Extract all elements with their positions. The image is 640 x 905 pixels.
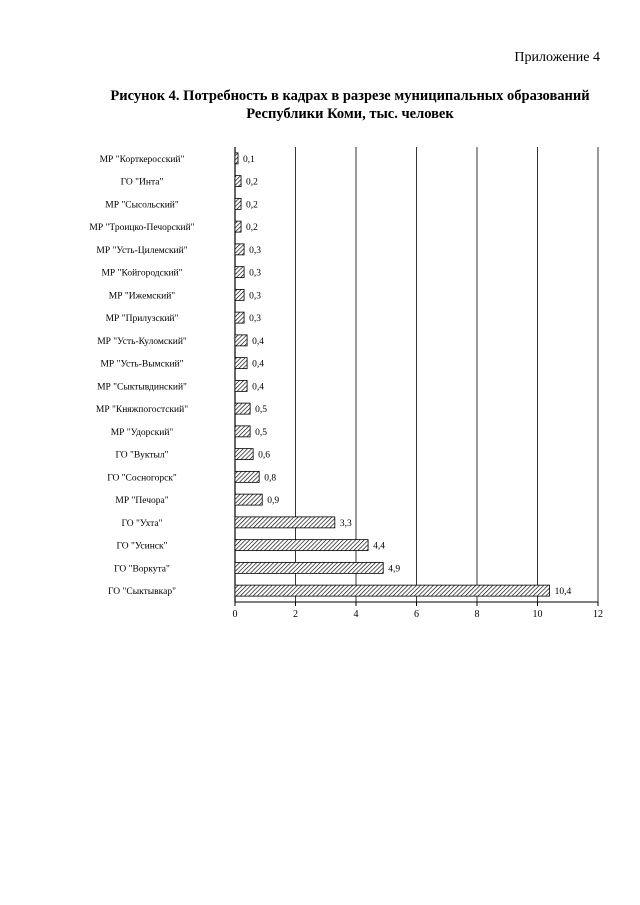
data-label: 0,5	[255, 405, 267, 416]
data-label: 0,3	[249, 245, 261, 256]
category-label: МР "Койгородский"	[101, 268, 183, 279]
bar	[235, 403, 250, 414]
data-label: 0,3	[249, 314, 261, 325]
bar	[235, 198, 241, 209]
data-label: 0,3	[249, 291, 261, 302]
data-label: 0,2	[246, 177, 258, 188]
x-tick-label: 4	[353, 609, 359, 620]
x-tick-label: 2	[293, 609, 298, 620]
data-label: 0,1	[243, 154, 255, 165]
bar	[235, 540, 368, 551]
bar	[235, 517, 335, 528]
bar	[235, 176, 241, 187]
category-label: МР "Усть-Вымский"	[100, 359, 184, 370]
data-label: 0,9	[267, 496, 280, 507]
category-label: МР "Прилузский"	[105, 314, 179, 325]
bar	[235, 471, 259, 482]
value-labels	[243, 155, 571, 597]
category-label: МР "Корткеросский"	[99, 154, 185, 165]
data-label: 0,4	[252, 382, 264, 393]
bar	[235, 267, 244, 278]
bar	[235, 244, 244, 255]
bar	[235, 449, 253, 460]
bars	[235, 153, 550, 596]
chart-title-line-1: Рисунок 4. Потребность в кадрах в разрезе муниципальных образований	[110, 88, 590, 104]
data-label: 3,3	[339, 518, 352, 529]
x-tick-label: 12	[593, 609, 603, 620]
bar	[235, 153, 238, 164]
x-tick-label: 8	[474, 609, 480, 620]
x-tick-label: 10	[532, 609, 543, 620]
category-label: МР "Сыктывдинский"	[97, 382, 187, 393]
category-label: ГО "Сыктывкар"	[108, 587, 176, 598]
category-label: МР "Княжпогостский"	[95, 405, 189, 416]
data-label: 0,3	[249, 268, 261, 279]
bar	[235, 221, 241, 232]
data-label: 0,2	[246, 200, 258, 211]
appendix-label: Приложение 4	[514, 50, 600, 65]
category-label: ГО "Вуктыл"	[115, 450, 169, 461]
bar	[235, 289, 244, 300]
category-label: ГО "Усинск"	[116, 541, 168, 552]
data-label: 4,4	[373, 541, 385, 552]
bar	[235, 426, 250, 437]
bar	[235, 380, 247, 391]
data-label: 0,2	[246, 223, 258, 234]
bar	[235, 494, 262, 505]
bar	[235, 358, 247, 369]
bar	[235, 335, 247, 346]
data-label: 4,9	[388, 564, 401, 575]
chart-title-line-2: Республики Коми, тыс. человек	[246, 106, 454, 122]
category-label: ГО "Инта"	[120, 177, 164, 188]
x-tick-label: 6	[414, 609, 419, 620]
category-label: ГО "Сосногорск"	[107, 473, 177, 484]
gridlines	[235, 147, 598, 606]
data-label: 0,6	[258, 450, 271, 461]
category-label: МР "Троицко-Печорский"	[89, 223, 195, 234]
category-labels	[89, 154, 194, 597]
data-label: 0,4	[252, 359, 264, 370]
data-label: 0,5	[255, 427, 267, 438]
bar	[235, 585, 550, 596]
x-tick-labels	[233, 609, 604, 620]
category-label: МР "Усть-Куломский"	[97, 336, 187, 347]
x-tick-label: 0	[232, 609, 238, 620]
bar	[235, 312, 244, 323]
category-label: МР "Усть-Цилемский"	[96, 245, 188, 256]
category-label: МР "Сысольский"	[105, 200, 179, 211]
data-label: 10,4	[554, 587, 572, 598]
category-label: ГО "Воркута"	[114, 564, 170, 575]
data-label: 0,8	[264, 473, 277, 484]
category-label: МР "Удорский"	[110, 427, 174, 438]
bar	[235, 562, 383, 573]
category-label: ГО "Ухта"	[121, 518, 163, 529]
data-label: 0,4	[252, 336, 264, 347]
category-label: МР "Печора"	[115, 496, 169, 507]
category-label: МР "Ижемский"	[108, 291, 176, 302]
